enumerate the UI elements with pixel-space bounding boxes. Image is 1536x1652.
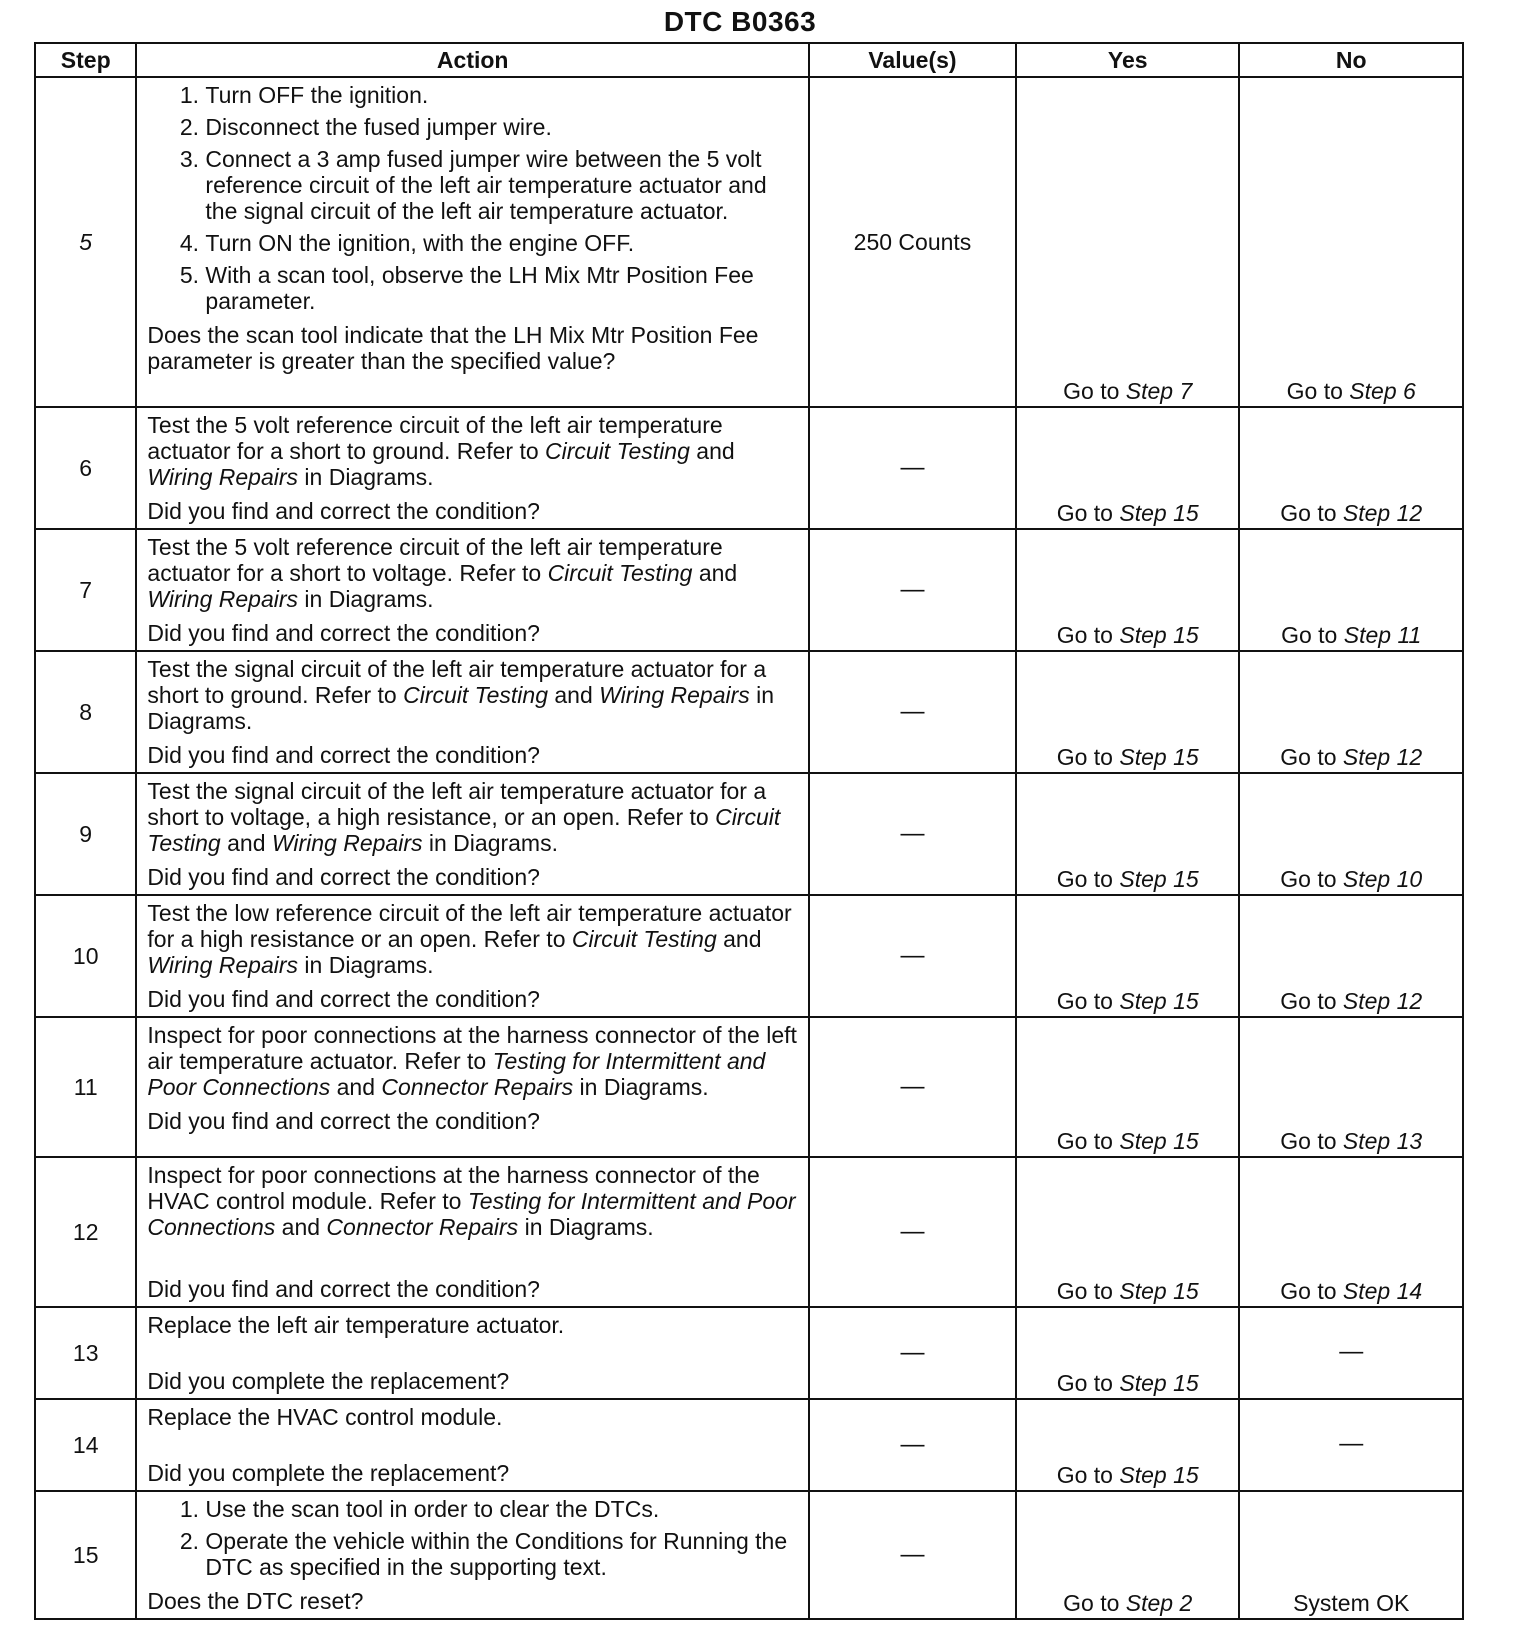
yes-step-ref: Step 15 [1119,866,1199,892]
no-step-ref: Step 12 [1342,500,1423,526]
no-cell: — [1239,1307,1463,1399]
step-cell: 15 [35,1491,136,1619]
instruction-text: and [689,438,735,464]
no-go-to-text: Go to [1286,378,1350,404]
value-cell: — [809,651,1016,773]
yes-step-ref: Step 15 [1119,988,1199,1014]
no-go-to-text: Go to [1280,1128,1343,1154]
no-go-to-text: Go to [1281,622,1344,648]
action-step: 3. Connect a 3 amp fused jumper wire between the 5 volt reference circuit of the left air temperature actuator and the signal circuit of the left air temperature actuator. [205,146,802,224]
instruction-text: Test the signal circuit of the left air temperature actuator for a short to ground. Refer to [147,656,767,708]
action-cell [136,1017,809,1157]
yes-step-ref: Step 15 [1119,744,1199,770]
action-step: 4. Turn ON the ignition, with the engine OFF. [205,230,802,256]
header-no: No [1239,43,1463,77]
no-go-to-text: Go to [1280,988,1343,1014]
instruction-text: and [716,926,762,952]
action-cell [136,529,809,651]
table-row [35,651,1463,773]
table-row [35,1491,1463,1619]
yes-cell [1016,651,1240,773]
yes-step-ref: Step 7 [1125,378,1193,404]
header-action: Action [136,43,809,77]
action-instruction [147,1312,802,1338]
value-cell: — [809,407,1016,529]
no-step-ref: Step 11 [1343,622,1422,648]
action-question: Did you complete the replacement? [147,1460,510,1486]
instruction-text: Test the low reference circuit of the left air temperature actuator for a high resistance or an open. Refer to [147,900,792,952]
yes-cell [1016,895,1240,1017]
yes-cell [1016,1157,1240,1307]
instruction-text: in Diagrams. [147,682,775,734]
yes-go-to-text: Go to [1056,1462,1120,1488]
value-cell: — [809,773,1016,895]
table-row [35,1157,1463,1307]
no-step-ref: Step 6 [1349,378,1416,404]
yes-step-ref: Step 15 [1119,500,1199,526]
reference-link-text: Circuit Testing [545,438,690,464]
reference-link-text: Wiring Repairs [147,586,299,612]
value-cell: — [809,895,1016,1017]
action-step: 1. Use the scan tool in order to clear the DTCs. [205,1496,802,1522]
action-cell [136,895,809,1017]
value-cell: — [809,1307,1016,1399]
yes-cell [1016,1491,1240,1619]
no-step-ref: Step 13 [1342,1128,1423,1154]
step-cell: 11 [35,1017,136,1157]
table-row [35,1017,1463,1157]
yes-step-ref: Step 2 [1125,1590,1193,1616]
table-body [35,77,1463,1619]
action-steps-list [147,82,802,314]
no-cell [1239,895,1463,1017]
yes-go-to-text: Go to [1056,500,1120,526]
reference-link-text: Circuit Testing [147,804,781,856]
no-step-ref: Step 12 [1342,988,1423,1014]
table-row [35,895,1463,1017]
action-cell [136,77,809,407]
dtc-table [34,42,1464,1620]
header-values: Value(s) [809,43,1016,77]
action-instruction [147,900,802,978]
yes-go-to-text: Go to [1056,1370,1120,1396]
action-instruction [147,1404,802,1430]
instruction-text: and [220,830,272,856]
table-row [35,529,1463,651]
step-cell: 5 [35,77,136,407]
table-header-row [35,43,1463,77]
action-instruction [147,1162,802,1240]
action-instruction [147,1022,802,1100]
no-cell [1239,407,1463,529]
no-cell: — [1239,1399,1463,1491]
no-cell [1239,529,1463,651]
reference-link-text: Wiring Repairs [271,830,423,856]
action-question: Does the scan tool indicate that the LH Mix Mtr Position Fee parameter is greater than the specified value? [147,322,759,374]
action-instruction [147,534,802,612]
no-cell [1239,77,1463,407]
step-cell: 9 [35,773,136,895]
reference-link-text: Wiring Repairs [147,952,299,978]
action-question: Did you complete the replacement? [147,1368,510,1394]
action-cell [136,773,809,895]
reference-link-text: Circuit Testing [571,926,717,952]
reference-link-text: Wiring Repairs [599,682,750,708]
instruction-text: in Diagrams. [518,1214,654,1240]
reference-link-text: Connector Repairs [326,1214,519,1240]
action-cell [136,407,809,529]
instruction-text: Test the signal circuit of the left air temperature actuator for a short to voltage, a high resistance, or an open. Refer to [147,778,767,830]
yes-step-ref: Step 15 [1119,1278,1199,1304]
no-go-to-text: Go to [1280,744,1343,770]
step-cell: 12 [35,1157,136,1307]
action-step: 1. Turn OFF the ignition. [205,82,802,108]
page-title: DTC B0363 [663,6,817,37]
instruction-text: Test the 5 volt reference circuit of the left air temperature actuator for a short to ground. Refer to [147,412,723,464]
action-question: Did you find and correct the condition? [147,742,540,768]
instruction-text: in Diagrams. [422,830,558,856]
yes-go-to-text: Go to [1063,378,1126,404]
yes-go-to-text: Go to [1056,1128,1120,1154]
instruction-text: in Diagrams. [573,1074,709,1100]
step-cell: 10 [35,895,136,1017]
value-cell: — [809,1157,1016,1307]
no-cell [1239,651,1463,773]
reference-link-text: Wiring Repairs [147,464,299,490]
no-go-to-text: Go to [1280,866,1343,892]
step-cell: 8 [35,651,136,773]
reference-link-text: Testing for Intermittent and Poor Connections [147,1048,766,1100]
yes-go-to-text: Go to [1056,622,1120,648]
action-question: Did you find and correct the condition? [147,986,540,1012]
step-cell: 13 [35,1307,136,1399]
yes-step-ref: Step 15 [1119,1128,1199,1154]
action-instruction [147,778,802,856]
instruction-text: in Diagrams. [298,586,434,612]
instruction-text: in Diagrams. [298,464,434,490]
reference-link-text: Connector Repairs [381,1074,574,1100]
instruction-text: and [275,1214,327,1240]
value-cell: — [809,1017,1016,1157]
instruction-text: Inspect for poor connections at the harness connector of the left air temperature actuator. Refer to [147,1022,797,1074]
no-cell [1239,773,1463,895]
instruction-text: and [692,560,738,586]
no-go-to-text: Go to [1280,1278,1343,1304]
action-question: Does the DTC reset? [147,1588,364,1614]
instruction-text: and [330,1074,382,1100]
no-go-to-text: Go to [1280,500,1343,526]
no-step-ref: Step 10 [1342,866,1423,892]
table-row [35,407,1463,529]
yes-step-ref: Step 15 [1119,622,1199,648]
action-question: Did you find and correct the condition? [147,1108,540,1134]
action-cell [136,1399,809,1491]
yes-cell [1016,1017,1240,1157]
reference-link-text: Testing for Intermittent and Poor Connections [147,1188,796,1240]
yes-step-ref: Step 15 [1119,1370,1199,1396]
action-step: 2. Operate the vehicle within the Conditions for Running the DTC as specified in the supporting text. [205,1528,802,1580]
yes-go-to-text: Go to [1056,1278,1120,1304]
action-question: Did you find and correct the condition? [147,620,540,646]
action-instruction [147,656,802,734]
action-cell [136,1307,809,1399]
instruction-text: Test the 5 volt reference circuit of the left air temperature actuator for a short to voltage. Refer to [147,534,723,586]
reference-link-text: Circuit Testing [547,560,693,586]
table-row [35,1307,1463,1399]
no-step-ref: Step 14 [1342,1278,1423,1304]
no-cell: System OK [1239,1491,1463,1619]
yes-cell [1016,77,1240,407]
value-cell: — [809,1399,1016,1491]
yes-go-to-text: Go to [1056,866,1120,892]
action-cell [136,1157,809,1307]
yes-step-ref: Step 15 [1119,1462,1199,1488]
value-cell: — [809,529,1016,651]
yes-cell [1016,529,1240,651]
yes-cell [1016,773,1240,895]
action-step: 2. Disconnect the fused jumper wire. [205,114,802,140]
instruction-text: and [547,682,600,708]
instruction-text: Replace the left air temperature actuator. [147,1312,565,1338]
yes-go-to-text: Go to [1056,744,1120,770]
step-cell: 6 [35,407,136,529]
yes-cell [1016,1399,1240,1491]
no-step-ref: Step 12 [1342,744,1423,770]
action-cell [136,651,809,773]
action-question: Did you find and correct the condition? [147,864,540,890]
no-cell [1239,1157,1463,1307]
step-cell: 7 [35,529,136,651]
action-instruction [147,412,802,490]
yes-cell [1016,407,1240,529]
value-cell: — [809,1491,1016,1619]
yes-go-to-text: Go to [1063,1590,1126,1616]
action-question: Did you find and correct the condition? [147,498,540,524]
action-step: 5. With a scan tool, observe the LH Mix Mtr Position Fee parameter. [205,262,802,314]
table-row [35,77,1463,407]
action-steps-list [147,1496,802,1580]
value-cell: 250 Counts [809,77,1016,407]
header-yes: Yes [1016,43,1240,77]
table-row [35,773,1463,895]
step-cell: 14 [35,1399,136,1491]
table-row [35,1399,1463,1491]
instruction-text: Inspect for poor connections at the harness connector of the HVAC control module. Refer to [147,1162,760,1214]
yes-cell [1016,1307,1240,1399]
action-cell [136,1491,809,1619]
reference-link-text: Circuit Testing [403,682,548,708]
action-question: Did you find and correct the condition? [147,1276,540,1302]
yes-go-to-text: Go to [1056,988,1120,1014]
instruction-text: Replace the HVAC control module. [147,1404,503,1430]
header-step: Step [35,43,136,77]
no-cell [1239,1017,1463,1157]
instruction-text: in Diagrams. [298,952,434,978]
